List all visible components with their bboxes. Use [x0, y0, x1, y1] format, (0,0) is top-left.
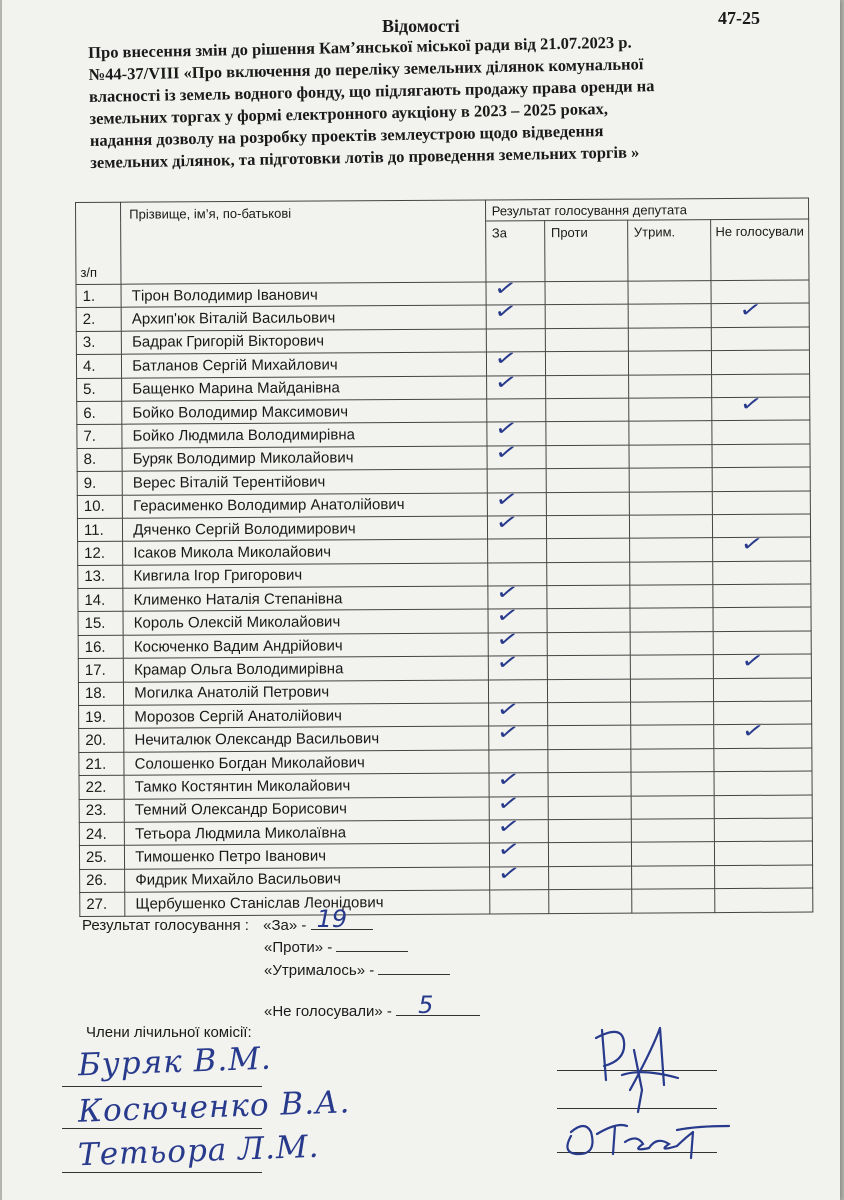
- vote-za-cell: [486, 298, 545, 329]
- summary-ne-value: 5: [418, 991, 434, 1019]
- vote-proty-cell: [547, 679, 630, 703]
- vote-proty-cell: [547, 655, 630, 679]
- vote-proty-cell: [545, 281, 628, 305]
- row-number: 8.: [77, 448, 122, 472]
- check-mark-icon: ✓: [495, 836, 522, 863]
- voting-table-body: [76, 275, 813, 916]
- row-number: 10.: [77, 495, 122, 519]
- deputy-name: Король Олексій Миколайович: [123, 609, 488, 635]
- vote-za-cell: [489, 890, 548, 914]
- deputy-name: Бащенко Марина Майданівна: [122, 376, 487, 402]
- vote-proty-cell: [548, 866, 631, 890]
- row-number: 9.: [77, 471, 122, 495]
- vote-ne-holosuvaly-cell: [711, 350, 809, 374]
- summary-proty-label: «Проти» -: [264, 939, 333, 956]
- vote-ne-holosuvaly-cell: [714, 771, 812, 795]
- vote-proty-cell: [546, 492, 629, 516]
- deputy-name: Фидрик Михайло Васильович: [125, 867, 490, 893]
- deputy-name: Кивгила Ігор Григорович: [123, 563, 488, 589]
- deputy-name: Архип'юк Віталій Васильович: [121, 305, 486, 331]
- vote-utrym-cell: [630, 585, 713, 609]
- vote-utrym-cell: [629, 561, 712, 585]
- deputy-name: Дяченко Сергій Володимирович: [123, 516, 488, 542]
- vote-ne-holosuvaly-cell: [713, 678, 811, 702]
- check-mark-icon: ✓: [494, 626, 521, 653]
- vote-proty-cell: [547, 585, 630, 609]
- vote-proty-cell: [547, 702, 630, 726]
- voting-table: [75, 198, 813, 917]
- vote-ne-holosuvaly-cell: [711, 297, 809, 327]
- check-mark-icon: ✓: [494, 649, 521, 676]
- signature-mark: [582, 1020, 692, 1115]
- row-number: 17.: [78, 658, 123, 682]
- vote-utrym-cell: [631, 772, 714, 796]
- vote-ne-holosuvaly-cell: [713, 607, 811, 631]
- row-number: 15.: [78, 612, 123, 636]
- vote-proty-cell: [546, 468, 629, 492]
- vote-utrym-cell: [631, 795, 714, 819]
- vote-utrym-cell: [629, 468, 712, 492]
- document-sheet: [2, 0, 840, 1200]
- vote-utrym-cell: [629, 538, 712, 562]
- column-header-ne-holosuvaly: Не голосували: [711, 219, 809, 281]
- deputy-name: Бадрак Григорій Вікторович: [121, 329, 486, 355]
- row-number: 24.: [79, 822, 124, 846]
- signature-line: [62, 1086, 262, 1087]
- vote-ne-holosuvaly-cell: [715, 888, 813, 912]
- deputy-name: Щербушенко Станіслав Леонідович: [125, 890, 490, 916]
- vote-proty-cell: [545, 375, 628, 399]
- check-mark-icon: ✓: [493, 509, 520, 536]
- vote-proty-cell: [548, 772, 631, 796]
- vote-za-cell: [487, 509, 546, 540]
- vote-utrym-cell: [629, 491, 712, 515]
- column-header-utrym: Утрим.: [627, 220, 711, 282]
- check-mark-icon: ✓: [495, 860, 522, 887]
- column-header-vote-result: Результат голосування депутата: [485, 198, 808, 221]
- vote-proty-cell: [548, 819, 631, 843]
- summary-label: Результат голосування :: [82, 917, 249, 934]
- vote-ne-holosuvaly-cell: [714, 748, 812, 772]
- check-mark-icon: ✓: [494, 602, 520, 629]
- vote-za-cell: [487, 439, 546, 469]
- signature-line: [62, 1128, 262, 1129]
- document-title: Відомості: [382, 16, 460, 36]
- row-number: 14.: [78, 588, 123, 612]
- summary-ne-blank: [396, 991, 480, 1019]
- vote-utrym-cell: [629, 515, 712, 539]
- row-number: 1.: [76, 284, 121, 308]
- vote-proty-cell: [546, 562, 629, 586]
- row-number: 27.: [80, 892, 125, 916]
- vote-utrym-cell: [628, 327, 711, 351]
- vote-za-cell: [489, 860, 548, 890]
- deputy-name: Нечиталюк Олександр Васильович: [124, 726, 489, 752]
- vote-ne-holosuvaly-cell: [714, 818, 812, 842]
- commission-member-1: Буряк В.М.: [77, 1040, 273, 1084]
- vote-proty-cell: [548, 796, 631, 820]
- row-number: 22.: [79, 775, 124, 799]
- row-number: 12.: [78, 542, 123, 566]
- row-number: 2.: [76, 308, 121, 332]
- column-header-za: За: [485, 221, 544, 282]
- deputy-name: Солошенко Богдан Миколайович: [124, 750, 489, 776]
- deputy-name: Батланов Сергій Михайлович: [122, 352, 487, 378]
- vote-ne-holosuvaly-cell: [712, 491, 810, 515]
- vote-utrym-cell: [629, 444, 712, 468]
- deputy-name: Верес Віталій Терентійович: [122, 469, 487, 495]
- check-mark-icon: ✓: [493, 485, 520, 512]
- row-number: 5.: [77, 378, 122, 402]
- row-number: 4.: [76, 354, 121, 378]
- vote-ne-holosuvaly-cell: [711, 327, 809, 351]
- vote-proty-cell: [545, 351, 628, 375]
- vote-utrym-cell: [631, 842, 714, 866]
- deputy-name: Буряк Володимир Миколайович: [122, 446, 487, 472]
- deputy-name: Могилка Анатолій Петрович: [124, 680, 489, 706]
- vote-utrym-cell: [629, 421, 712, 445]
- vote-proty-cell: [546, 421, 629, 445]
- row-number: 23.: [79, 799, 124, 823]
- vote-ne-holosuvaly-cell: [713, 561, 811, 585]
- check-mark-icon: ✓: [495, 766, 521, 793]
- signature-mark: [557, 1114, 737, 1164]
- summary-utrym-label: «Утрималось» -: [264, 962, 375, 979]
- check-mark-icon: ✓: [493, 579, 520, 606]
- deputy-name: Морозов Сергій Анатолійович: [124, 703, 489, 729]
- row-number: 26.: [80, 869, 125, 893]
- vote-utrym-cell: [631, 819, 714, 843]
- check-mark-icon: ✓: [495, 813, 522, 840]
- check-mark-icon: ✓: [737, 297, 764, 324]
- vote-utrym-cell: [631, 748, 714, 772]
- vote-ne-holosuvaly-cell: [714, 841, 812, 865]
- check-mark-icon: ✓: [494, 696, 521, 723]
- deputy-name: Темний Олександр Борисович: [124, 797, 489, 823]
- vote-ne-holosuvaly-cell: [712, 467, 810, 491]
- summary-proty-blank: [336, 937, 408, 952]
- row-number: 3.: [76, 331, 121, 355]
- vote-proty-cell: [548, 889, 631, 913]
- summary-ne-label: «Не голосували» -: [264, 1003, 392, 1020]
- column-header-number: з/п: [76, 202, 122, 284]
- vote-utrym-cell: [628, 374, 711, 398]
- deputy-name: Косюченко Вадим Андрійович: [123, 633, 488, 659]
- vote-ne-holosuvaly-cell: [713, 584, 811, 608]
- vote-proty-cell: [547, 609, 630, 633]
- deputy-name: Тірон Володимир Іванович: [121, 282, 486, 308]
- row-number: 20.: [79, 729, 124, 753]
- vote-utrym-cell: [630, 655, 713, 679]
- vote-ne-holosuvaly-cell: [712, 420, 810, 444]
- check-mark-icon: ✓: [495, 789, 522, 817]
- row-number: 13.: [78, 565, 123, 589]
- vote-utrym-cell: [630, 702, 713, 726]
- column-header-proty: Проти: [544, 220, 627, 282]
- commission-member-2: Косюченко В.А.: [77, 1084, 351, 1130]
- vote-ne-holosuvaly-cell: [713, 648, 811, 678]
- check-mark-icon: ✓: [738, 390, 764, 417]
- vote-proty-cell: [546, 538, 629, 562]
- column-header-name: Прізвище, ім’я, по-батькові: [121, 200, 486, 284]
- check-mark-icon: ✓: [492, 368, 519, 395]
- deputy-name: Тимошенко Петро Іванович: [125, 843, 490, 869]
- vote-proty-cell: [547, 726, 630, 750]
- vote-ne-holosuvaly-cell: [714, 718, 812, 748]
- vote-proty-cell: [547, 632, 630, 656]
- check-mark-icon: ✓: [492, 275, 518, 302]
- deputy-name: Герасименко Володимир Анатолійович: [122, 493, 487, 519]
- vote-utrym-cell: [628, 281, 711, 305]
- vote-proty-cell: [545, 398, 628, 422]
- deputy-name: Крамар Ольга Володимирівна: [123, 656, 488, 682]
- document-number: 47-25: [718, 8, 760, 28]
- row-number: 21.: [79, 752, 124, 776]
- summary-za-label: «За» -: [263, 917, 307, 934]
- check-mark-icon: ✓: [738, 531, 765, 558]
- deputy-name: Тамко Костянтин Миколайович: [124, 773, 489, 799]
- check-mark-icon: ✓: [492, 415, 519, 442]
- vote-utrym-cell: [630, 631, 713, 655]
- commission-label: Члени лічильної комісії:: [86, 1024, 252, 1041]
- vote-utrym-cell: [628, 351, 711, 375]
- signature-line: [62, 1172, 262, 1173]
- row-number: 7.: [77, 425, 122, 449]
- vote-utrym-cell: [631, 889, 714, 913]
- vote-utrym-cell: [628, 398, 711, 422]
- row-number: 6.: [77, 401, 122, 425]
- vote-ne-holosuvaly-cell: [712, 390, 810, 421]
- row-number: 19.: [79, 705, 124, 729]
- vote-utrym-cell: [628, 304, 711, 328]
- vote-ne-holosuvaly-cell: [712, 444, 810, 468]
- deputy-name: Тетьора Людмила Миколаївна: [124, 820, 489, 846]
- vote-proty-cell: [546, 445, 629, 469]
- deputy-name: Бойко Людмила Володимирівна: [122, 422, 487, 448]
- vote-proty-cell: [548, 749, 631, 773]
- check-mark-icon: ✓: [494, 719, 521, 746]
- document-subject: Про внесення змін до рішення Кам’янської міської ради від 21.07.2023 р. №44-37/VIII «Про включення до переліку земельних ділянок комунальної власності із земель водного фонду, що підлягають продажу права оренди на земельних торгах у формі електронного аукціону в 2023 – 2025 роках, надання дозволу на розробку проектів землеустрою щодо відведення земельних ділянок, та підготовки лотів до проведення земельних торгів »: [88, 32, 655, 172]
- summary-za-value: 19: [316, 905, 348, 933]
- vote-utrym-cell: [630, 678, 713, 702]
- vote-za-cell: [486, 368, 545, 399]
- table-row: [80, 888, 813, 916]
- vote-utrym-cell: [630, 608, 713, 632]
- vote-proty-cell: [545, 305, 628, 329]
- row-number: 16.: [78, 635, 123, 659]
- vote-za-cell: [488, 649, 547, 680]
- vote-za-cell: [488, 719, 547, 750]
- check-mark-icon: ✓: [492, 345, 519, 372]
- check-mark-icon: ✓: [739, 648, 766, 675]
- deputy-name: Бойко Володимир Максимович: [122, 399, 487, 425]
- row-number: 25.: [79, 846, 124, 870]
- summary-za-blank: [311, 905, 373, 933]
- vote-ne-holosuvaly-cell: [713, 531, 811, 561]
- vote-ne-holosuvaly-cell: [715, 865, 813, 889]
- row-number: 18.: [78, 682, 123, 706]
- vote-utrym-cell: [630, 725, 713, 749]
- commission-member-3: Тетьора Л.М.: [77, 1128, 321, 1174]
- check-mark-icon: ✓: [492, 298, 519, 325]
- vote-utrym-cell: [631, 865, 714, 889]
- vote-za-cell: [487, 539, 546, 563]
- vote-proty-cell: [546, 515, 629, 539]
- deputy-name: Ісаков Микола Миколайович: [123, 539, 488, 565]
- check-mark-icon: ✓: [740, 718, 766, 745]
- vote-ne-holosuvaly-cell: [714, 795, 812, 819]
- vote-proty-cell: [545, 328, 628, 352]
- vote-proty-cell: [548, 842, 631, 866]
- row-number: 11.: [77, 518, 122, 542]
- deputy-name: Клименко Наталія Степанівна: [123, 586, 488, 612]
- summary-utrym-blank: [378, 960, 450, 975]
- check-mark-icon: ✓: [493, 439, 519, 466]
